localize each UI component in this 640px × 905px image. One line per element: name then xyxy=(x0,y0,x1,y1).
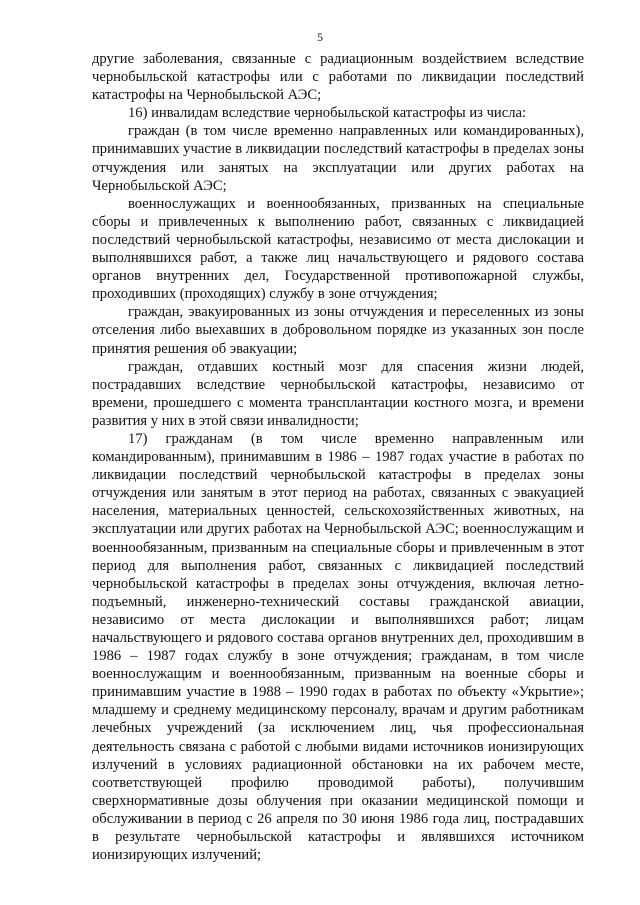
paragraph-evacuated: граждан, эвакуированных из зоны отчуждения и переселенных из зоны отселения либо выехавших в добровольном порядке из указанных зон после принятия решения об эвакуации; xyxy=(92,304,584,357)
paragraph-item-16-heading: 16) инвалидам вследствие чернобыльской катастрофы из числа: xyxy=(128,105,527,122)
paragraph-continuation: другие заболевания, связанные с радиационным воздействием вследствие чернобыльской катастрофы или с работами по ликвидации последствий катастрофы на Чернобыльской АЭС; xyxy=(92,51,584,104)
paragraph-bone-marrow-donors: граждан, отдавших костный мозг для спасения жизни людей, пострадавших вследствие чернобыльской катастрофы, независимо от времени, прошедшего с момента трансплантации костного мозга, и времени развития у них в этой связи инвалидности; xyxy=(92,358,584,429)
page-number: 5 xyxy=(317,30,323,44)
paragraph-item-17: 17) гражданам (в том числе временно направленным или командированным), принимавшим в 1986 – 1987 годах участие в работах по ликвидации последствий чернобыльской катастрофы в пределах зоны отчуждения или занятым в этот период на работах, связанных с эвакуацией населения, материальных ценностей, сельскохозяйственных животных, на эксплуатации или других работах на Чернобыльской АЭС; военнослужащим и военнообязанным, призванным на специальные сборы и привлеченным в этот период для выполнения работ, связанных с ликвидацией последствий чернобыльской катастрофы в пределах зоны отчуждения, включая летно-подъемный, инженерно-технический составы гражданской авиации, независимо от места дислокации и выполнявшихся работ; лицам начальствующего и рядового состава органов внутренних дел, проходившим в 1986 – 1987 годах службу в зоне отчуждения; гражданам, в том числе военнослужащим и военнообязанным, призванным на военные сборы и принимавшим участие в 1988 – 1990 годах в работах по объекту «Укрытие»; младшему и среднему медицинскому персоналу, врачам и другим работникам лечебных учреждений (за исключением лиц, чья профессиональная деятельность связана с работой с любыми видами источников ионизирующих излучений в условиях радиационной обстановки на их рабочем месте, соответствующей профилю проводимой работы), получившим сверхнормативные дозы облучения при оказании медицинской помощи и обслуживании в период с 26 апреля по 30 июня 1986 года лиц, пострадавших в результате чернобыльской катастрофы и являвшихся источником ионизирующих излучений; xyxy=(92,430,584,864)
paragraph-liquidators: граждан (в том числе временно направленных или командированных), принимавших участие в ликвидации последствий катастрофы в пределах зоны отчуждения или занятых на эксплуатации или других работах на Чернобыльской АЭС; xyxy=(92,123,584,194)
document-body xyxy=(92,50,584,864)
paragraph-military: военнослужащих и военнообязанных, призванных на специальные сборы и привлеченных к выполнению работ, связанных с ликвидацией последствий чернобыльской катастрофы, независимо от места дислокации и выполнявшихся работ, а также лиц начальствующего и рядового состава органов внутренних дел, Государственной противопожарной службы, проходивших (проходящих) службу в зоне отчуждения; xyxy=(92,195,584,303)
